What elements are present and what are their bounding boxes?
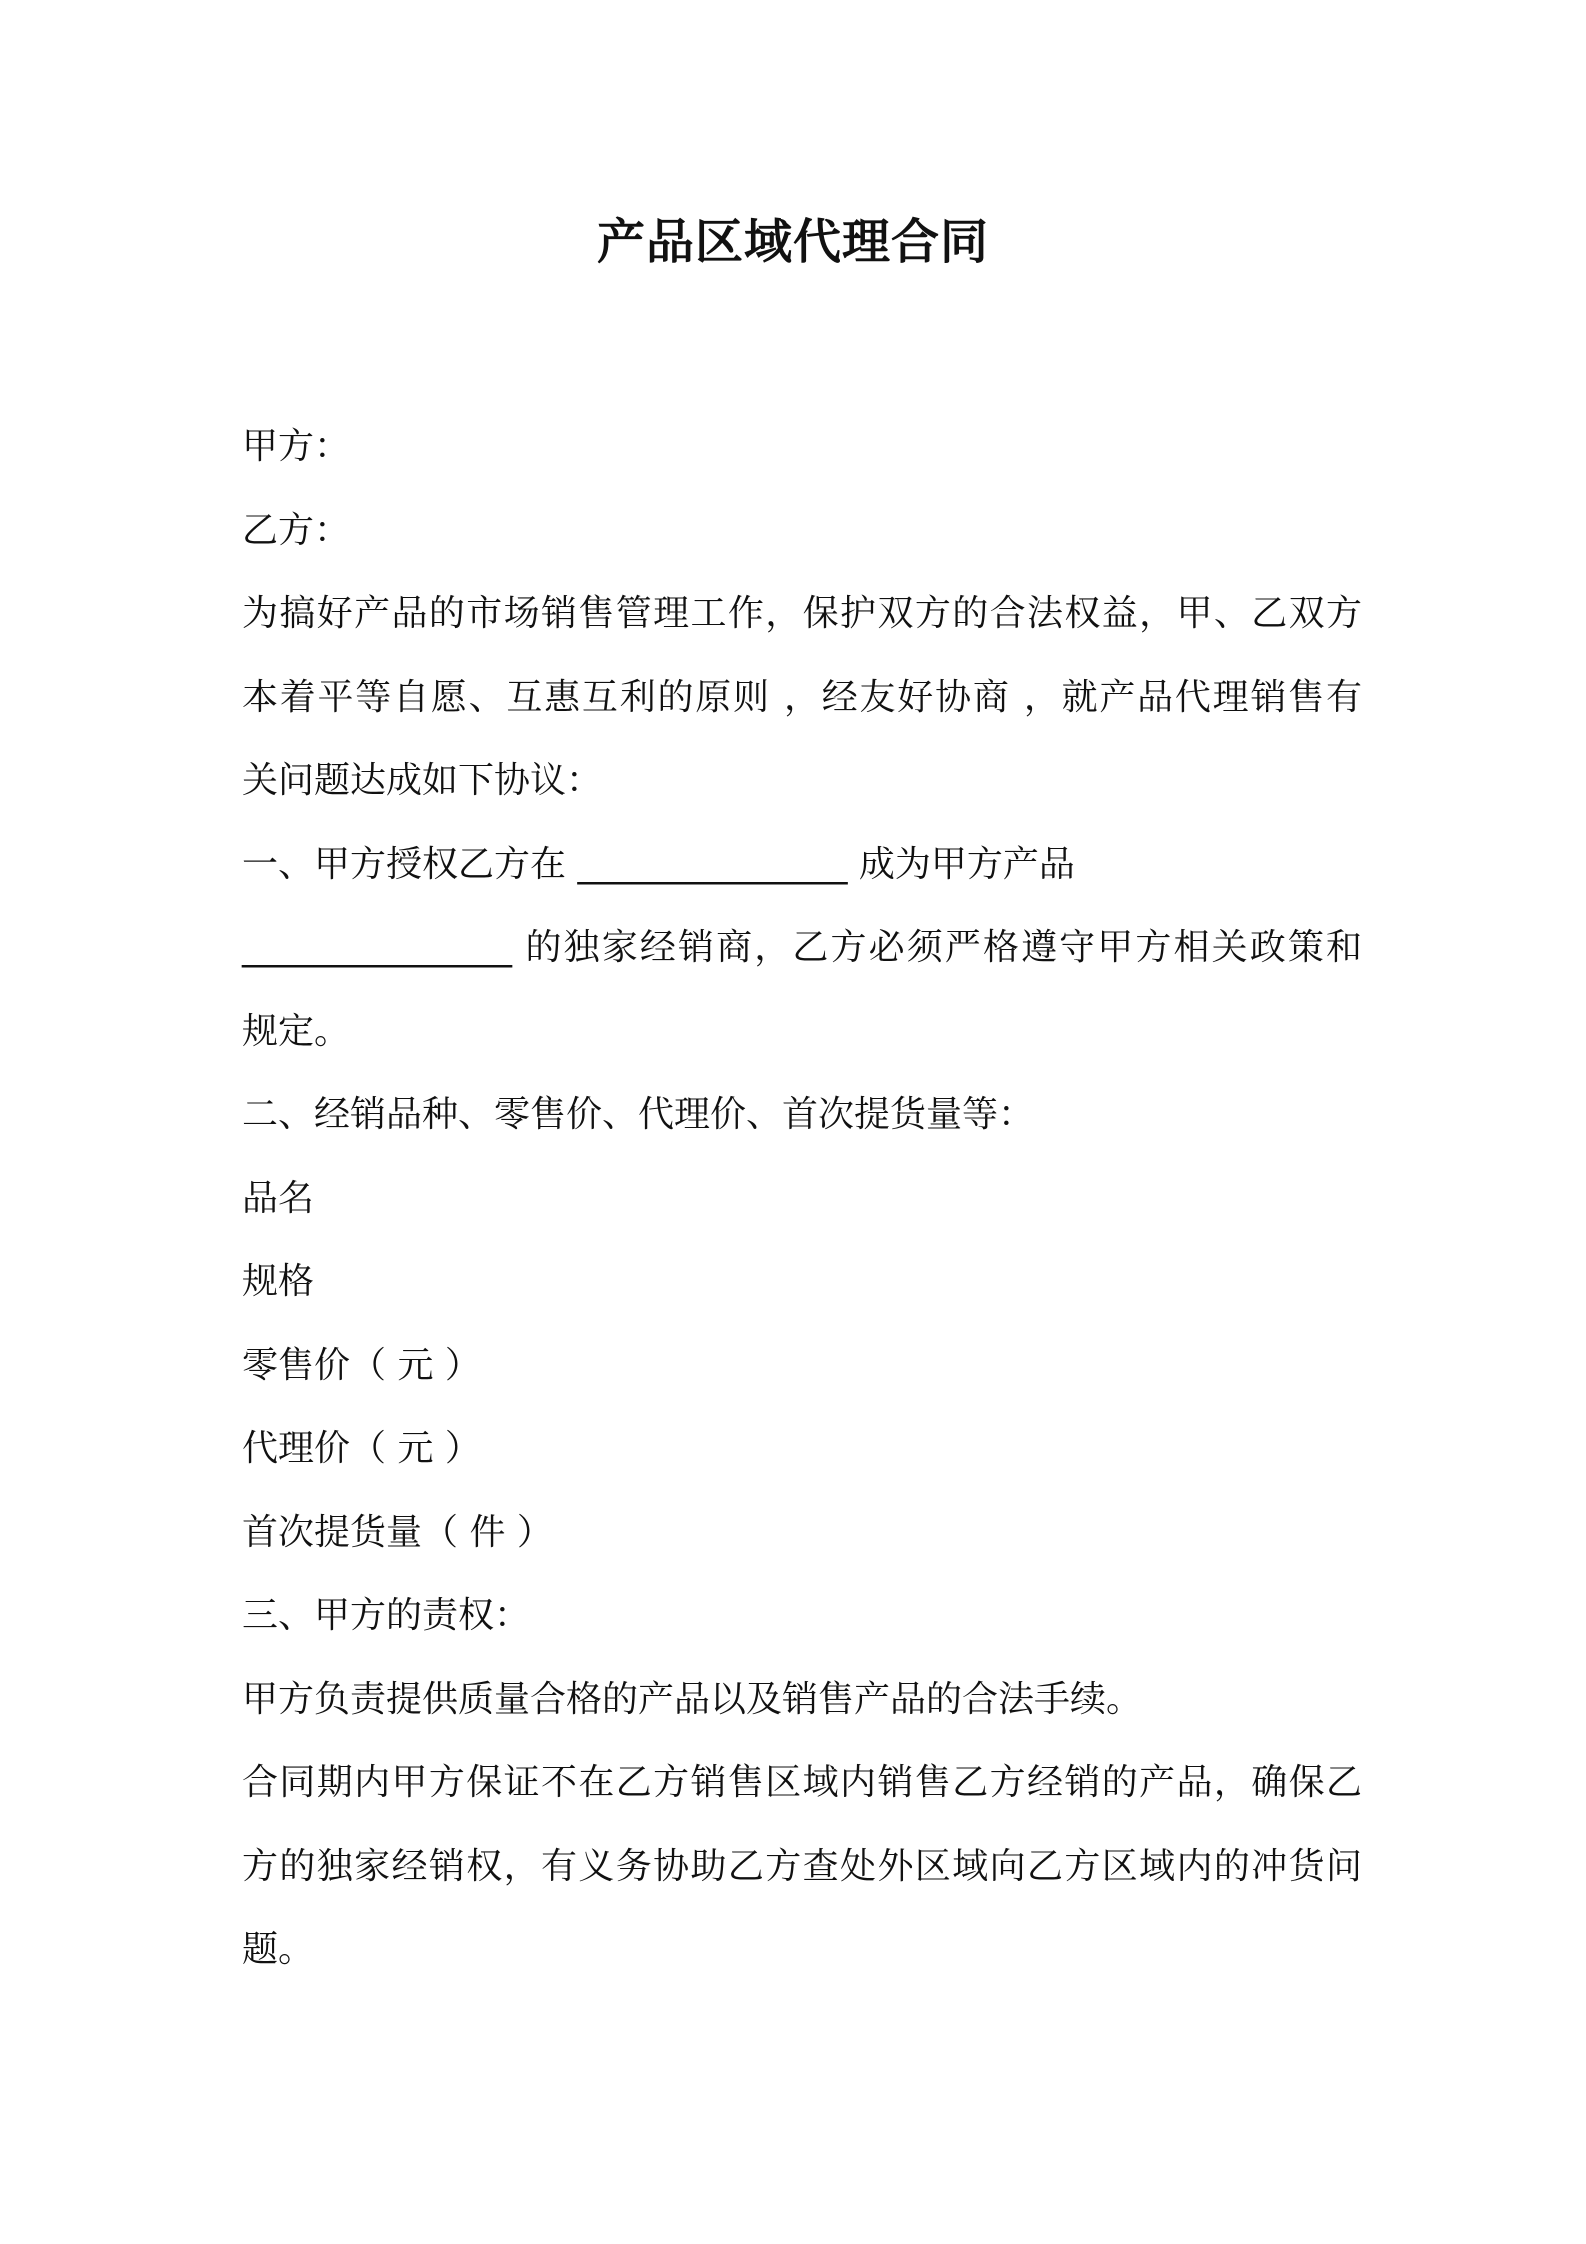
clause-1-line-2: _______________ 的独家经销商，乙方必须严格遵守甲方相关政策和: [242, 927, 1362, 968]
item-specification: 规格: [242, 1261, 315, 1302]
clause-3-paragraph-2-line-3: 题。: [242, 1929, 315, 1970]
clause-3-heading: 三、甲方的责权：: [242, 1595, 531, 1636]
contract-title: 产品区域代理合同: [596, 214, 989, 270]
clause-1-line-3: 规定。: [242, 1010, 351, 1052]
clause-3-paragraph-2-line-2: 方的独家经销权，有义务协助乙方查处外区域向乙方区域内的冲货问: [242, 1845, 1362, 1887]
item-agent-price: 代理价（ 元 ）: [242, 1428, 481, 1469]
preamble-line-3: 关问题达成如下协议：: [242, 760, 603, 801]
clause-2-heading: 二、经销品种、零售价、代理价、首次提货量等：: [242, 1094, 1035, 1135]
preamble-line-1: 为搞好产品的市场销售管理工作，保护双方的合法权益，甲、乙双方: [242, 593, 1362, 634]
clause-3-paragraph-1: 甲方负责提供质量合格的产品以及销售产品的合法手续。: [242, 1678, 1143, 1720]
clause-1-line-1: 一、甲方授权乙方在 _______________ 成为甲方产品: [242, 843, 1075, 885]
item-first-order-quantity: 首次提货量（ 件 ）: [242, 1511, 553, 1553]
party-a-line: 甲方：: [242, 426, 351, 467]
item-retail-price: 零售价（ 元 ）: [242, 1344, 481, 1386]
party-b-line: 乙方：: [242, 509, 351, 551]
preamble-line-2: 本着平等自愿、互惠互利的原则 ，经友好协商 ，就产品代理销售有: [242, 676, 1362, 718]
clause-3-paragraph-2-line-1: 合同期内甲方保证不在乙方销售区域内销售乙方经销的产品，确保乙: [242, 1762, 1362, 1803]
item-product-name: 品名: [242, 1177, 315, 1219]
contract-body: [242, 405, 1362, 1992]
